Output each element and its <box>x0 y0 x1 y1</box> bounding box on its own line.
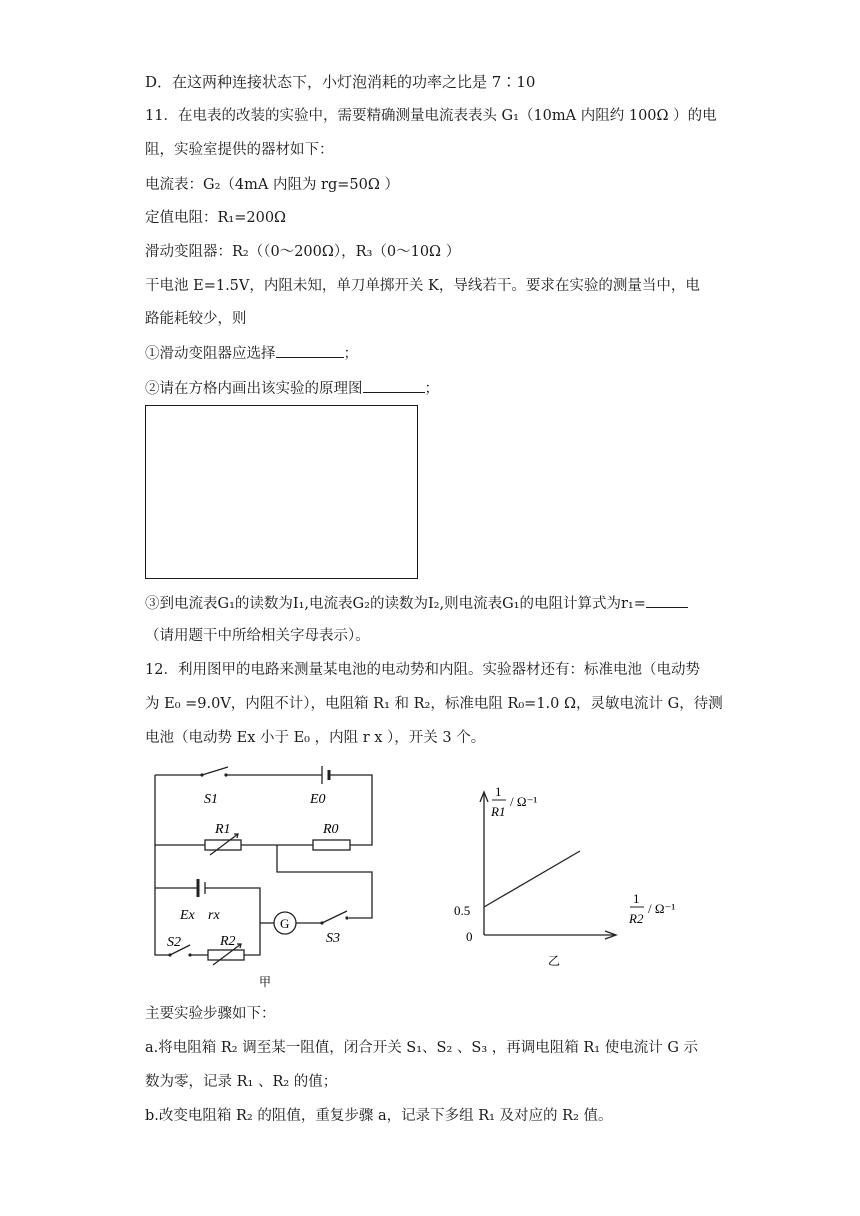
origin-label: 0 <box>466 929 473 944</box>
label-e0: E0 <box>310 792 326 807</box>
label-ex: Ex <box>180 908 195 923</box>
caption-yi: 乙 <box>548 954 561 968</box>
q11-line-9 <box>145 378 439 399</box>
graph-figure <box>440 780 710 980</box>
q11-line-8 <box>145 343 358 364</box>
label-r0: R0 <box>323 822 339 837</box>
x-axis-den: R2 <box>629 911 644 926</box>
y-axis-den: R1 <box>491 804 506 819</box>
q11-line-3: 电流表：G₂（4mA 内阻为 rg=50Ω ） <box>145 177 400 193</box>
q11-part2-end: ； <box>424 381 439 397</box>
q11-line-6: 干电池 E=1.5V，内阻未知，单刀单掷开关 K，导线若干。要求在实验的测量当中，电 <box>145 278 700 294</box>
q11-part1-blank[interactable] <box>276 343 344 358</box>
q12-line-1: 12．利用图甲的电路来测量某电池的电动势和内阻。实验器材还有：标准电池（电动势 <box>145 662 700 678</box>
label-r1: R1 <box>215 822 231 837</box>
step-b: b.改变电阻箱 R₂ 的阻值，重复步骤 a，记录下多组 R₁ 及对应的 R₂ 值。 <box>145 1108 613 1124</box>
q11-line-11: （请用题干中所给相关字母表示）。 <box>145 628 370 644</box>
x-axis-num: 1 <box>633 891 640 906</box>
q11-line-1: 11．在电表的改装的实验中，需要精确测量电流表表头 G₁（10mA 内阻约 100Ω ）的电 <box>145 108 717 124</box>
q11-part2-blank[interactable] <box>363 378 425 393</box>
q12-line-2: 为 E₀ =9.0V，内阻不计），电阻箱 R₁ 和 R₂，标准电阻 R₀=1.0 Ω，灵敏电流计 G，待测 <box>145 696 723 712</box>
q11-part3-text: ③到电流表G₁的读数为I₁,电流表G₂的读数为I₂,则电流表G₁的电阻计算式为r₁= <box>145 596 646 612</box>
label-s3: S3 <box>326 931 340 946</box>
label-rx: rx <box>208 908 220 923</box>
data-line <box>484 851 580 907</box>
q10-option-d: D．在这两种连接状态下，小灯泡消耗的功率之比是 7∶10 <box>145 73 536 91</box>
q11-line-7: 路能耗较少，则 <box>145 311 247 327</box>
q11-line-2: 阻，实验室提供的器材如下： <box>145 142 334 158</box>
circuit-diagram <box>140 760 400 995</box>
step-a-line-2: 数为零，记录 R₁ 、R₂ 的值； <box>145 1074 338 1090</box>
y-axis-num: 1 <box>495 784 502 799</box>
q11-line-5: 滑动变阻器：R₂（（0～200Ω），R₃（0～10Ω ） <box>145 244 461 260</box>
q11-part1-end: ； <box>343 346 358 362</box>
q11-line-10 <box>145 593 688 614</box>
q11-part1-text: ①滑动变阻器应选择 <box>145 346 276 362</box>
caption-jia: 甲 <box>259 975 272 989</box>
intercept-label: 0.5 <box>454 903 471 918</box>
steps-title: 主要实验步骤如下： <box>145 1006 276 1022</box>
q11-part3-blank[interactable] <box>646 593 688 608</box>
drawing-answer-box[interactable] <box>145 405 418 579</box>
q11-line-4: 定值电阻：R₁=200Ω <box>145 210 287 226</box>
label-s2: S2 <box>167 935 181 950</box>
y-axis-unit: / Ω⁻¹ <box>510 794 538 809</box>
q11-part2-text: ②请在方格内画出该实验的原理图 <box>145 381 363 397</box>
x-axis-unit: / Ω⁻¹ <box>648 901 676 916</box>
galvanometer-icon: G <box>280 916 290 931</box>
label-r2: R2 <box>220 934 236 949</box>
label-s1: S1 <box>204 792 218 807</box>
q12-line-3: 电池（电动势 Ex 小于 E₀ ，内阻 r x ），开关 3 个。 <box>145 730 486 746</box>
step-a-line-1: a.将电阻箱 R₂ 调至某一阻值，闭合开关 S₁、S₂ 、S₃ ，再调电阻箱 R₁ 使电流计 G 示 <box>145 1040 699 1056</box>
